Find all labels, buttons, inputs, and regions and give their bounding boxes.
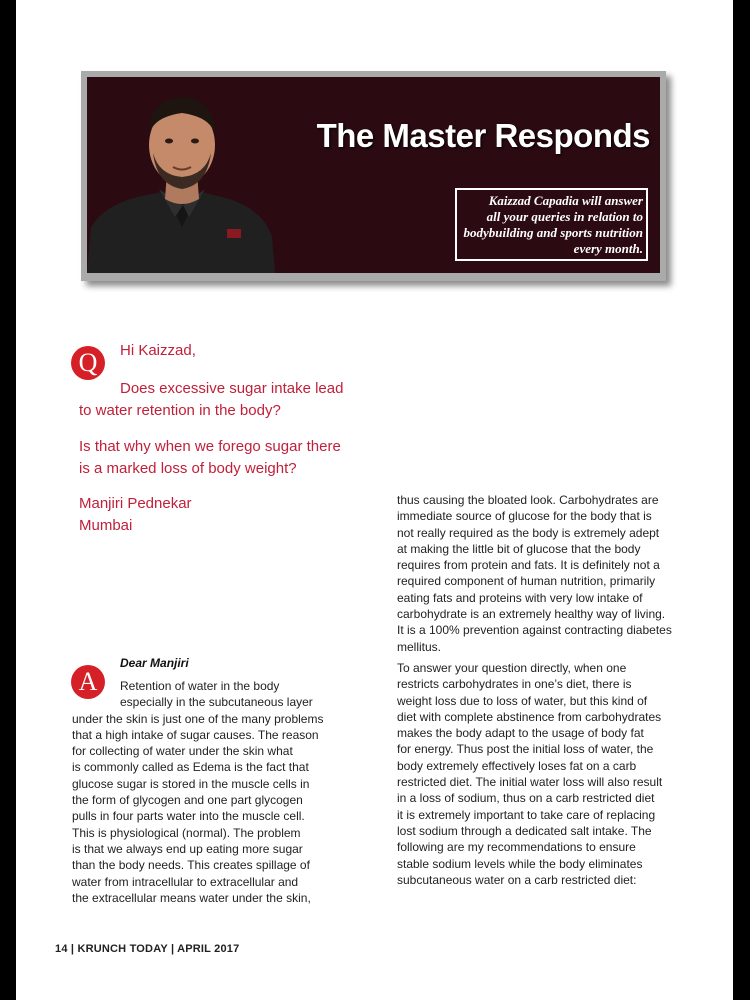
answer-line: at making the little bit of glucose that the body <box>397 541 641 556</box>
question-asker <box>79 493 192 537</box>
footer-separator: | <box>170 943 178 955</box>
question-paragraph <box>79 436 379 480</box>
answer-column-right-para2 <box>397 660 697 888</box>
answer-line: for collecting of water under the skin what <box>72 744 293 759</box>
answer-line: glucose sugar is stored in the muscle cells in <box>72 776 310 791</box>
answer-line: restricted diet. The initial water loss will also result <box>397 775 663 790</box>
subtitle-line: Kaizzad Capadia will answer <box>488 193 643 208</box>
answer-column-left <box>72 678 352 906</box>
answer-line: the form of glycogen and one part glycogen <box>72 793 303 808</box>
banner-subtitle <box>455 188 648 261</box>
answer-line: in a loss of sodium, thus on a carb restricted diet <box>397 791 655 806</box>
answer-line: it is extremely important to take care of replacing <box>397 807 656 822</box>
footer-separator: | <box>70 943 78 955</box>
answer-line: pulls in four parts water into the muscle cell. <box>72 809 305 824</box>
page-number: 14 <box>55 943 68 955</box>
magazine-name: KRUNCH TODAY <box>77 943 168 955</box>
answer-line: lost sodium through a dedicated salt intake. The <box>397 823 652 838</box>
answer-line: eating fats and proteins with very low intake of <box>397 590 643 605</box>
asker-name: Manjiri Pednekar <box>79 495 192 512</box>
answer-line: mellitus. <box>397 639 442 654</box>
answer-badge-icon: A <box>71 665 105 699</box>
answer-line: stable sodium levels while the body eliminates <box>397 856 643 871</box>
page-footer <box>55 943 239 955</box>
answer-line: makes the body adapt to the usage of body fat <box>397 726 644 741</box>
answer-line: the extracellular means water under the skin, <box>72 890 311 905</box>
answer-line: required component of human nutrition, primarily <box>397 574 656 589</box>
subtitle-line: bodybuilding and sports nutrition <box>463 225 643 240</box>
answer-line: following are my recommendations to ensure <box>397 840 636 855</box>
answer-line: is commonly called as Edema is the fact that <box>72 760 309 775</box>
answer-line: weight loss due to loss of water, but this kind of <box>397 693 648 708</box>
banner-panel <box>87 77 660 273</box>
answer-line: carbohydrate is an extremely healthy way of living. <box>397 607 666 622</box>
answer-column-right-para1 <box>397 492 697 655</box>
answer-line: diet with complete abstinence from carbohydrates <box>397 709 662 724</box>
author-photo <box>87 77 277 273</box>
answer-line: body extremely effectively loses fat on a carb <box>397 758 637 773</box>
answer-line: restricts carbohydrates in one’s diet, there is <box>397 677 632 692</box>
answer-line: than the body needs. This creates spillage of <box>72 858 310 873</box>
question-line: Is that why when we forego sugar there <box>79 438 341 455</box>
question-paragraph <box>79 378 379 422</box>
answer-line: especially in the subcutaneous layer <box>120 695 313 710</box>
answer-line: water from intracellular to extracellular and <box>72 874 299 889</box>
page-title: The Master Responds <box>316 117 650 154</box>
question-line: is a marked loss of body weight? <box>79 460 297 477</box>
question-line: to water retention in the body? <box>79 402 281 419</box>
answer-line: requires from protein and fats. It is definitely not a <box>397 558 660 573</box>
answer-line: that a high intake of sugar causes. The reason <box>72 727 319 742</box>
answer-line: Retention of water in the body <box>120 679 280 693</box>
subtitle-line: every month. <box>573 241 643 256</box>
answer-line: thus causing the bloated look. Carbohydrates are <box>397 493 659 507</box>
answer-line: To answer your question directly, when one <box>397 661 627 675</box>
answer-greeting: Dear Manjiri <box>120 656 189 670</box>
magazine-page <box>16 0 733 1000</box>
answer-line: subcutaneous water on a carb restricted diet: <box>397 872 637 887</box>
issue-date: APRIL 2017 <box>177 943 240 955</box>
answer-line: It is a 100% prevention against contracting diabetes <box>397 623 672 638</box>
answer-line: for energy. Thus post the initial loss of water, the <box>397 742 654 757</box>
header-banner <box>81 71 666 281</box>
question-badge-icon: Q <box>71 346 105 380</box>
asker-city: Mumbai <box>79 517 133 534</box>
question-greeting: Hi Kaizzad, <box>120 342 196 359</box>
answer-line: under the skin is just one of the many problems <box>72 711 324 726</box>
question-line: Does excessive sugar intake lead <box>120 380 344 397</box>
answer-line: immediate source of glucose for the body that is <box>397 509 652 524</box>
answer-line: This is physiological (normal). The problem <box>72 825 301 840</box>
answer-line: is that we always end up eating more sugar <box>72 841 303 856</box>
answer-line: not really required as the body is extremely adept <box>397 525 660 540</box>
subtitle-line: all your queries in relation to <box>486 209 643 224</box>
